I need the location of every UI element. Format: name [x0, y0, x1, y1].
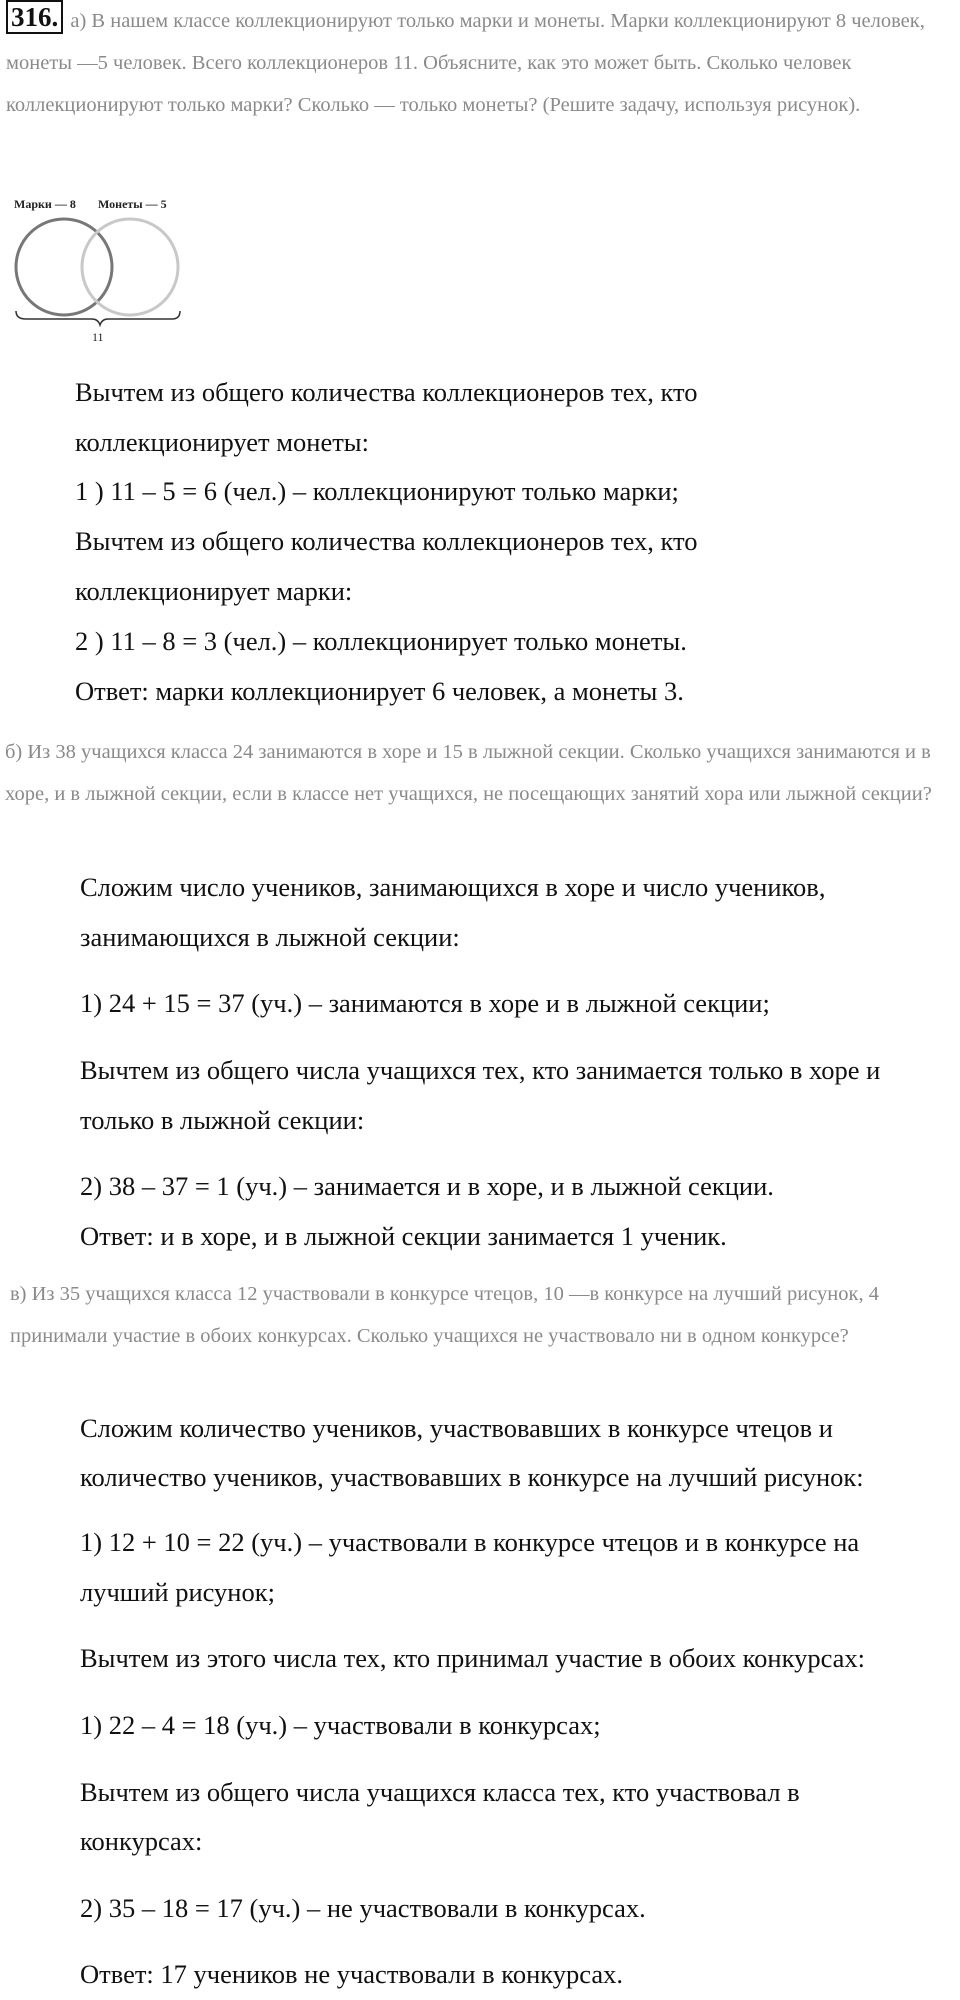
venn-brace: [16, 311, 180, 325]
solution-a-line-3: 1 ) 11 – 5 = 6 (чел.) – коллекционируют только марки;: [75, 476, 679, 506]
solution-c-line-9: 2) 35 – 18 = 17 (уч.) – не участвовали в конкурсах.: [80, 1893, 646, 1923]
solution-b-line-1: Сложим число учеников, занимающихся в хоре и число учеников,: [80, 872, 826, 902]
solution-b-line-5: только в лыжной секции:: [80, 1105, 365, 1135]
solution-a-line-6: 2 ) 11 – 8 = 3 (чел.) – коллекционирует только монеты.: [75, 626, 687, 656]
problem-number: 316.: [6, 0, 63, 34]
solution-b-line-3: 1) 24 + 15 = 37 (уч.) – занимаются в хоре и в лыжной секции;: [80, 988, 770, 1018]
solution-c-line-1: Сложим количество учеников, участвовавших в конкурсе чтецов и: [80, 1413, 833, 1443]
solution-b-line-6: 2) 38 – 37 = 1 (уч.) – занимается и в хоре, и в лыжной секции.: [80, 1171, 774, 1201]
solution-a-answer: Ответ: марки коллекционирует 6 человек, а монеты 3.: [75, 676, 684, 706]
solution-c-line-5: Вычтем из этого числа тех, кто принимал участие в обоих конкурсах:: [80, 1643, 866, 1673]
solution-b-line-4: Вычтем из общего числа учащихся тех, кто занимается только в хоре и: [80, 1055, 881, 1085]
problem-statement-c: в) Из 35 учащихся класса 12 участвовали в конкурсе чтецов, 10 —в конкурсе на лучший рисунок, 4 принимали участие в обоих конкурсах. Сколько учащихся не участвовало ни в одном конкурсе?: [10, 1283, 879, 1347]
solution-c-answer: Ответ: 17 учеников не участвовали в конкурсах.: [80, 1959, 623, 1989]
venn-total: 11: [92, 330, 104, 344]
solution-c-line-8: конкурсах:: [80, 1826, 203, 1856]
solution-a-line-5: коллекционирует марки:: [75, 576, 353, 606]
solution-a-line-4: Вычтем из общего количества коллекционеров тех, кто: [75, 526, 698, 556]
solution-a-line-2: коллекционирует монеты:: [75, 427, 369, 457]
venn-circle-coins: [82, 219, 178, 315]
solution-c-line-2: количество учеников, участвовавших в конкурсе на лучший рисунок:: [80, 1462, 864, 1492]
solution-b-answer: Ответ: и в хоре, и в лыжной секции занимается 1 ученик.: [80, 1221, 727, 1251]
solution-c-line-6: 1) 22 – 4 = 18 (уч.) – участвовали в конкурсах;: [80, 1710, 601, 1740]
venn-label-stamps: Марки — 8: [14, 197, 76, 211]
venn-label-coins: Монеты — 5: [98, 197, 167, 211]
solution-c-line-3: 1) 12 + 10 = 22 (уч.) – участвовали в конкурсе чтецов и в конкурсе на: [80, 1527, 860, 1557]
problem-statement-b: б) Из 38 учащихся класса 24 занимаются в хоре и 15 в лыжной секции. Сколько учащихся занимаются и в хоре, и в лыжной секции, если в классе нет учащихся, не посещающих занятий хора или лыжной секции?: [5, 741, 932, 805]
solution-a-line-1: Вычтем из общего количества коллекционеров тех, кто: [75, 377, 698, 407]
solution-c-line-7: Вычтем из общего числа учащихся класса тех, кто участвовал в: [80, 1777, 800, 1807]
problem-statement-a: [6, 0, 956, 126]
solution-c-line-4: лучший рисунок;: [80, 1577, 275, 1607]
problem-text-a: а) В нашем классе коллекционируют только марки и монеты. Марки коллекционируют 8 человек, монеты —5 человек. Всего коллекционеров 11. Объясните, как это может быть. Сколько человек коллекционируют только марки? Сколько — только монеты? (Решите задачу, используя рисунок).: [6, 10, 925, 116]
solution-b-line-2: занимающихся в лыжной секции:: [80, 922, 460, 952]
venn-diagram: [12, 195, 192, 345]
